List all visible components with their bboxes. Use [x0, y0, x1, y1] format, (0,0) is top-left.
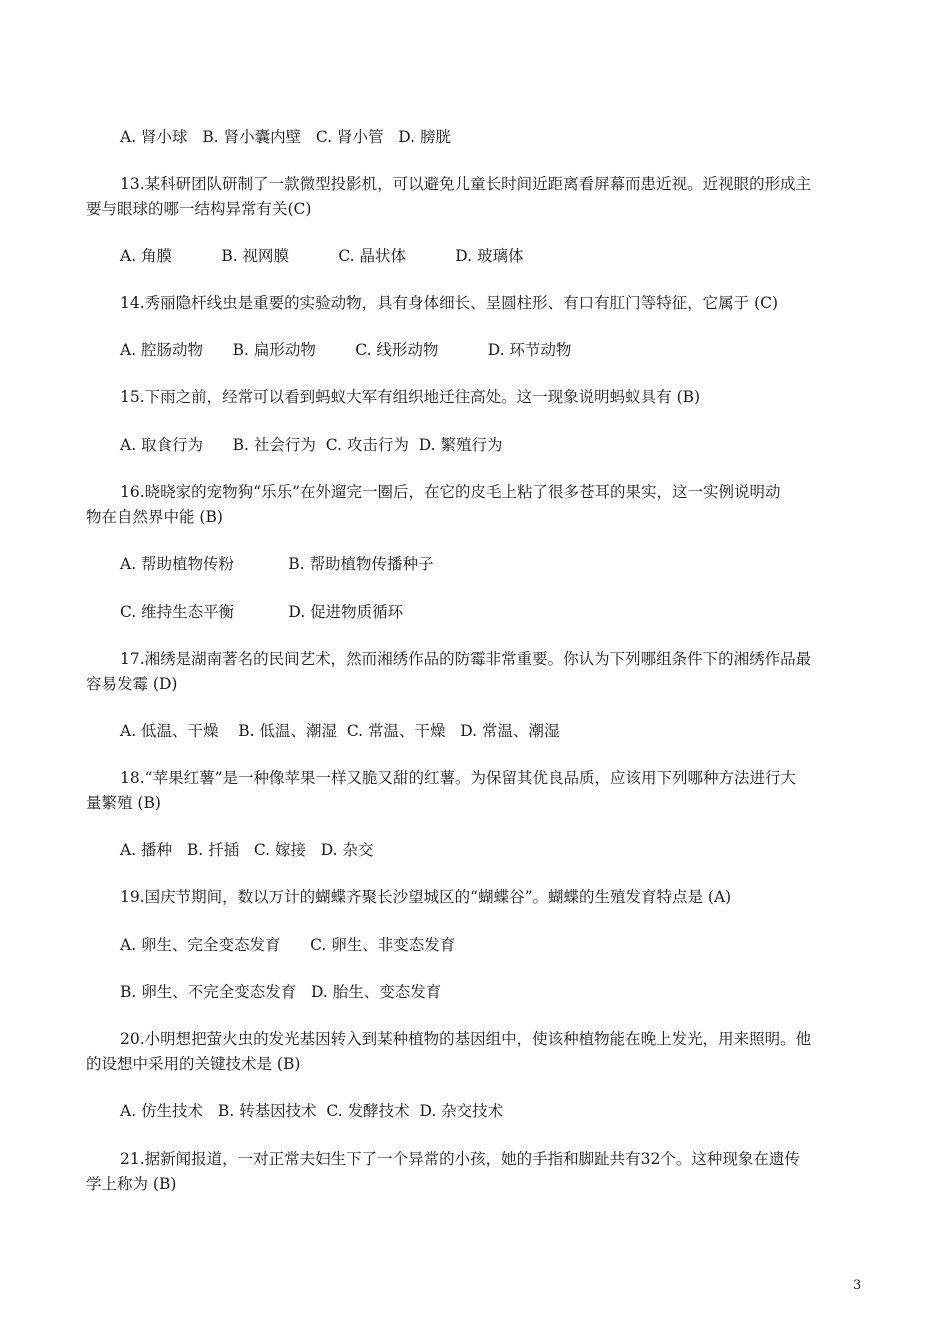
options-q16-row1: A. 帮助植物传粉 B. 帮助植物传播种子: [120, 555, 434, 573]
question-18: 18.“苹果红薯”是一种像苹果一样又脆又甜的红薯。为保留其优良品质，应该用下列哪种方法进行大: [120, 769, 797, 787]
options-q13: A. 角膜 B. 视网膜 C. 晶状体 D. 玻璃体: [120, 247, 524, 265]
question-13: 13.某科研团队研制了一款微型投影机，可以避免儿童长时间近距离看屏幕而患近视。近视眼的形成主: [120, 175, 812, 193]
question-20-cont: 的设想中采用的关键技术是 (B): [86, 1055, 301, 1073]
question-14: 14.秀丽隐杆线虫是重要的实验动物，具有身体细长、呈圆柱形、有口有肛门等特征，它属于 (C): [120, 294, 779, 312]
question-21: 21.据新闻报道，一对正常夫妇生下了一个异常的小孩，她的手指和脚趾共有32个。这种现象在遗传: [120, 1150, 800, 1168]
question-19: 19.国庆节期间，数以万计的蝴蝶齐聚长沙望城区的“蝴蝶谷”。蝴蝶的生殖发育特点是 (A): [120, 888, 732, 906]
question-16: 16.晓晓家的宠物狗“乐乐”在外遛完一圈后，在它的皮毛上粘了很多苍耳的果实，这一实例说明动: [120, 483, 781, 501]
question-15: 15.下雨之前，经常可以看到蚂蚁大军有组织地迁往高处。这一现象说明蚂蚁具有 (B): [120, 388, 701, 406]
options-q17: A. 低温、干燥 B. 低温、潮湿 C. 常温、干燥 D. 常温、潮湿: [120, 722, 560, 740]
options-q14: A. 腔肠动物 B. 扁形动物 C. 线形动物 D. 环节动物: [120, 341, 572, 359]
question-17: 17.湘绣是湖南著名的民间艺术，然而湘绣作品的防霉非常重要。你认为下列哪组条件下的湘绣作品最: [120, 650, 812, 668]
options-q16-row2: C. 维持生态平衡 D. 促进物质循环: [120, 603, 404, 621]
options-q12: A. 肾小球 B. 肾小囊内壁 C. 肾小管 D. 膀胱: [120, 128, 452, 146]
page-number: 3: [853, 1278, 862, 1293]
options-q20: A. 仿生技术 B. 转基因技术 C. 发酵技术 D. 杂交技术: [120, 1102, 504, 1120]
options-q19-row1: A. 卵生、完全变态发育 C. 卵生、非变态发育: [120, 936, 456, 954]
question-20: 20.小明想把萤火虫的发光基因转入到某种植物的基因组中，使该种植物能在晚上发光，用来照明。他: [120, 1030, 812, 1048]
question-13-cont: 要与眼球的哪一结构异常有关(C): [86, 200, 312, 218]
question-18-cont: 量繁殖 (B): [86, 794, 161, 812]
options-q18: A. 播种 B. 扦插 C. 嫁接 D. 杂交: [120, 841, 374, 859]
question-21-cont: 学上称为 (B): [86, 1175, 177, 1193]
question-17-cont: 容易发霉 (D): [86, 675, 178, 693]
options-q19-row2: B. 卵生、不完全变态发育 D. 胎生、变态发育: [120, 983, 442, 1001]
options-q15: A. 取食行为 B. 社会行为 C. 攻击行为 D. 繁殖行为: [120, 436, 503, 454]
question-16-cont: 物在自然界中能 (B): [86, 508, 223, 526]
